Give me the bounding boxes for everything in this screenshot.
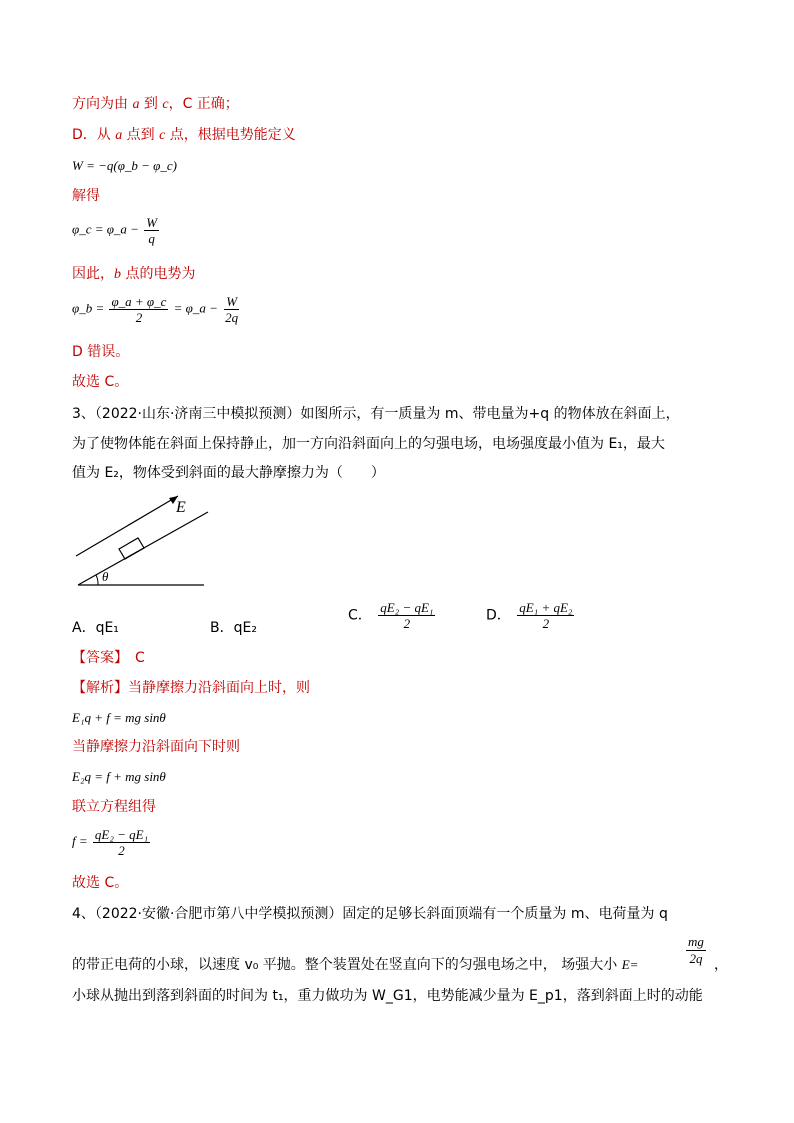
q3-line-3: 值为 E₂，物体受到斜面的最大静摩擦力为（ ）: [72, 465, 385, 481]
denominator: q: [148, 231, 155, 246]
option-b: B．qE₂: [210, 620, 257, 636]
text: 的带正电荷的小球，以速度 v₀ 平抛。整个装置处在竖直向下的匀强电场之中， 场强大小: [72, 957, 622, 973]
denominator: 2q: [689, 951, 703, 966]
var-b: b: [114, 267, 121, 282]
fraction: [93, 827, 150, 858]
numerator: qE₂ − qE₁: [380, 600, 434, 615]
choose-c: 故选 C。: [72, 374, 129, 390]
answer-value: C: [135, 650, 145, 666]
numerator: W: [226, 294, 238, 309]
fraction: [223, 294, 240, 325]
eq-mid: = φ_a −: [173, 300, 218, 316]
field-label: E: [176, 499, 186, 516]
incline-figure: [72, 490, 212, 590]
q3-line-2: 为了使物体能在斜面上保持静止，加一方向沿斜面向上的匀强电场，电场强度最小值为 E₁，最大: [72, 436, 665, 452]
denominator: 2: [118, 843, 125, 858]
text: 因此，: [72, 266, 114, 282]
choose-c-2: 故选 C。: [72, 875, 129, 891]
text: 到: [139, 96, 163, 112]
sec2-line-3: [72, 264, 195, 285]
text: D．从: [72, 127, 116, 143]
answer-line: [72, 648, 145, 668]
var-a: a: [115, 128, 123, 143]
text: 点的电势为: [121, 266, 196, 282]
analysis-line: [72, 678, 310, 698]
combine-text: 联立方程组得: [72, 799, 156, 815]
fraction: [144, 215, 159, 246]
eq-lhs: φ_b =: [72, 300, 105, 316]
fraction: [517, 600, 574, 631]
equation-a: E₁q + f = mg sinθ: [72, 710, 166, 725]
denominator: 2: [542, 616, 550, 631]
answer-label: 【答案】: [72, 650, 121, 666]
sec2-line-1: [72, 94, 239, 115]
equation-2: [72, 215, 161, 246]
field-arrow: [76, 496, 178, 556]
q4-line-1: 4、（2022·安徽·合肥市第八中学模拟预测）固定的足够长斜面顶端有一个质量为 m、电荷量为 q: [72, 906, 668, 922]
field-fraction: [686, 934, 706, 967]
option-c: [348, 600, 437, 631]
angle-arc: [96, 575, 98, 585]
numerator: qE₂ − qE₁: [94, 827, 149, 842]
text: ，C 正确；: [168, 96, 239, 112]
comma: ，: [714, 957, 728, 973]
equation-c: [72, 827, 152, 858]
option-a: A．qE₁: [72, 620, 119, 636]
q3-line-1: 3、（2022·山东·济南三中模拟预测）如图所示，有一质量为 m、带电量为+q 的物体放在斜面上，: [72, 406, 680, 422]
equation-3: [72, 294, 242, 325]
numerator: mg: [688, 934, 704, 949]
solve-label: 解得: [72, 188, 100, 204]
fraction: [109, 294, 168, 325]
denominator: 2: [135, 310, 143, 325]
eq-lhs: f =: [72, 833, 88, 849]
denominator: 2: [403, 616, 411, 631]
text: 方向为由: [72, 96, 133, 112]
d-wrong: D 错误。: [72, 344, 130, 360]
sec2-line-2: [72, 125, 296, 146]
analysis-text: 当静摩擦力沿斜面向上时，则: [128, 680, 310, 696]
var-c: c: [159, 128, 166, 143]
block: [119, 538, 144, 559]
var-c: c: [162, 97, 169, 112]
equation-b: E₂q = f + mg sinθ: [72, 769, 166, 784]
q4-line-3: 小球从抛出到落到斜面的时间为 t₁，重力做功为 W_G1，电势能减少量为 E_p1，落到斜面上时的动能: [72, 988, 703, 1004]
numerator: qE₁ + qE₂: [519, 600, 573, 615]
e-equals: E=: [621, 957, 639, 972]
option-label: D．: [486, 607, 511, 624]
eq-lhs: φ_c = φ_a −: [72, 221, 139, 237]
analysis-label: 【解析】: [72, 680, 128, 696]
option-d: [486, 600, 576, 631]
text: 点到: [122, 127, 160, 143]
numerator: W: [146, 215, 158, 230]
fraction: [378, 600, 435, 631]
equation-1: W = −q(φ_b − φ_c): [72, 158, 177, 173]
q4-line-2: [72, 955, 638, 975]
text: 点，根据电势能定义: [165, 127, 296, 143]
option-label: C．: [348, 607, 372, 624]
var-a: a: [132, 97, 140, 112]
theta-label: θ: [102, 569, 109, 584]
down-text: 当静摩擦力沿斜面向下时则: [72, 739, 240, 755]
numerator: φ_a + φ_c: [111, 294, 167, 309]
denominator: 2q: [225, 310, 239, 325]
